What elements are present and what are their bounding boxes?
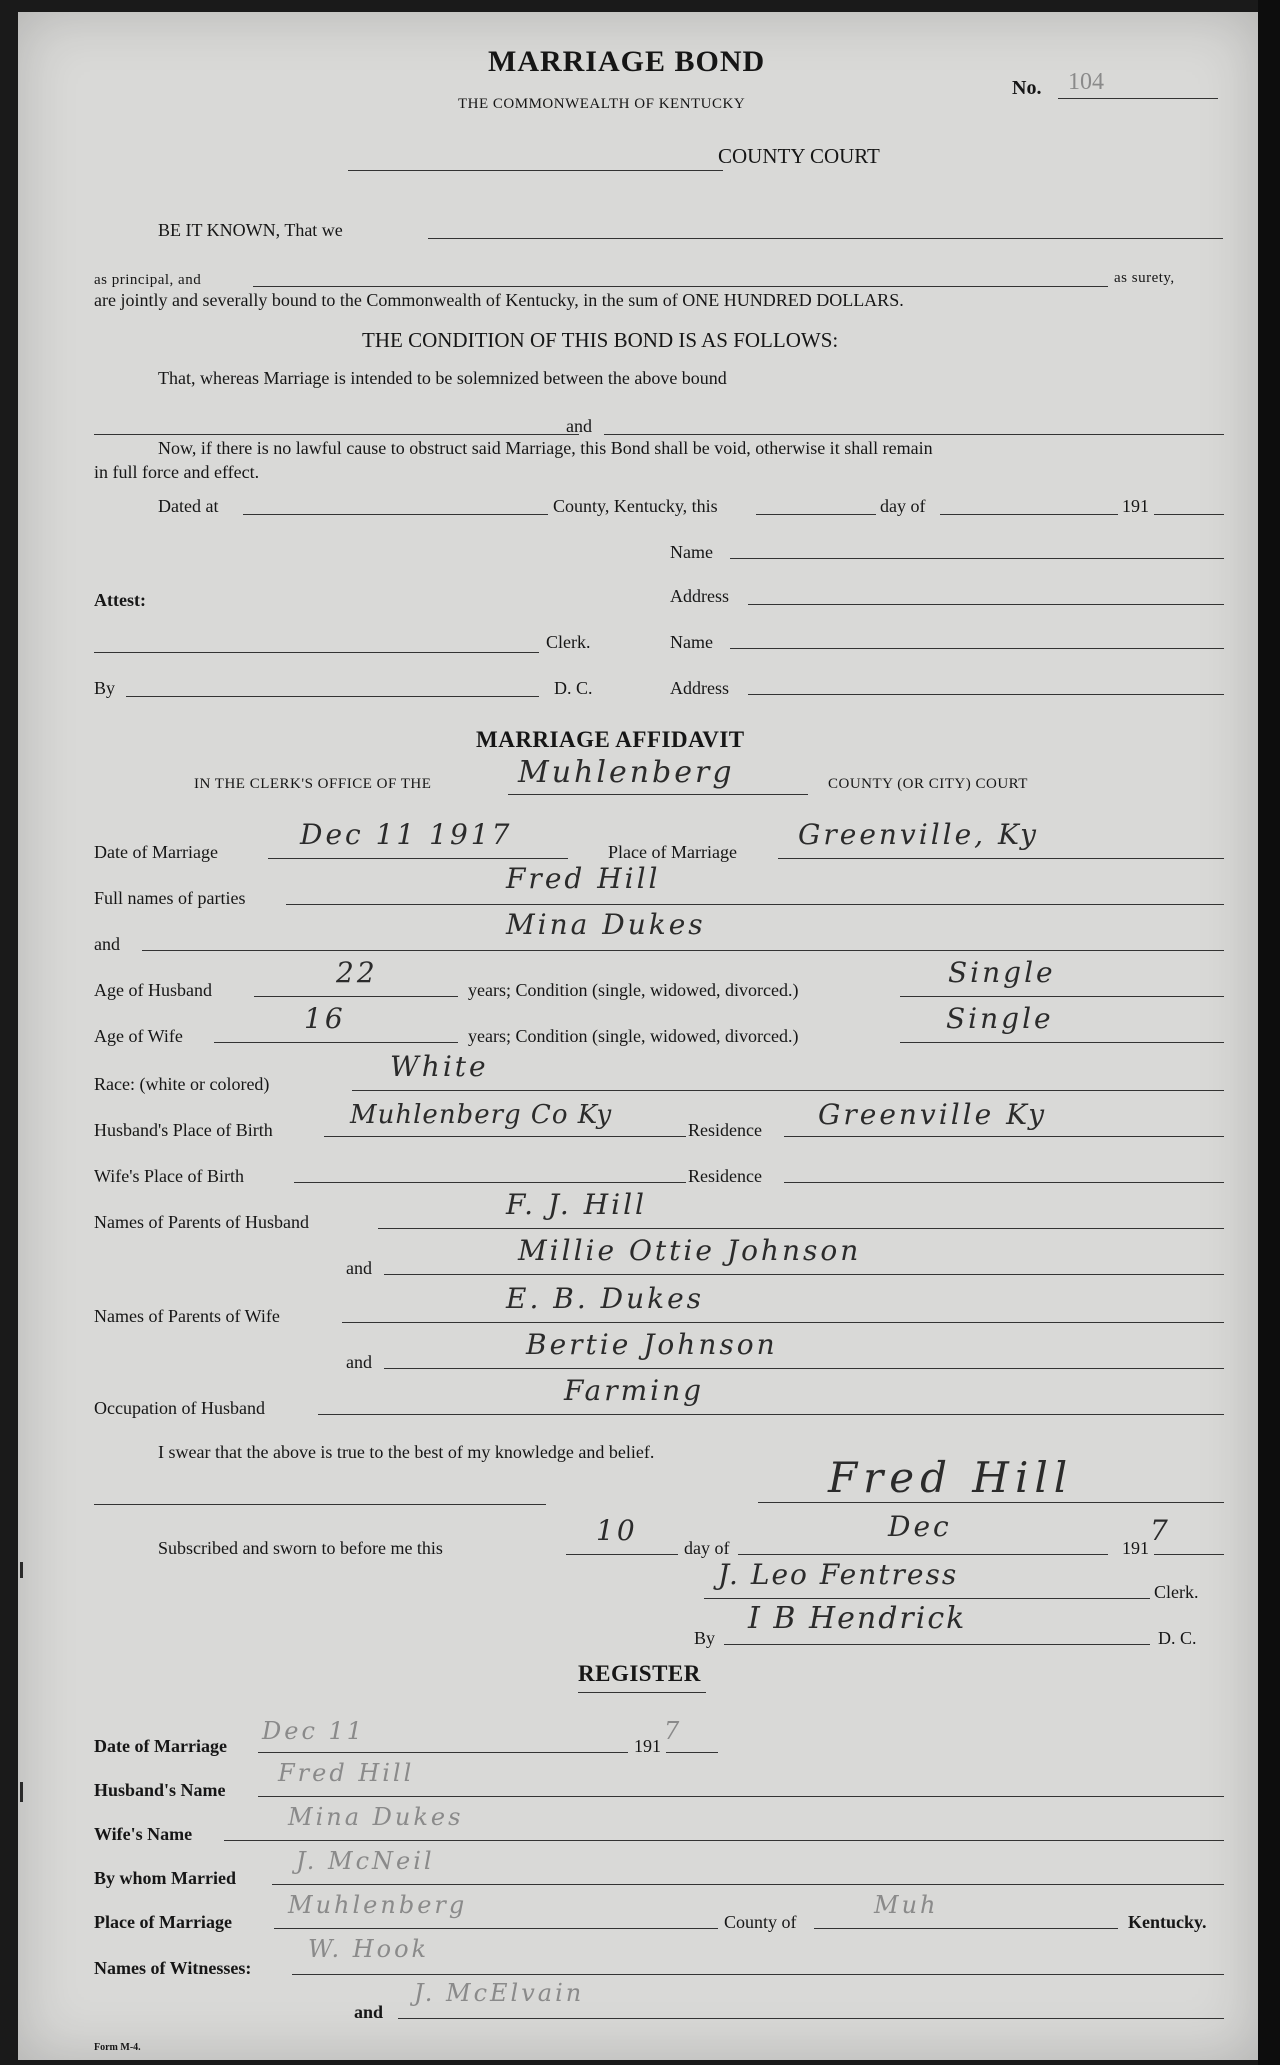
affiant-signature: Fred Hill	[828, 1453, 1074, 1502]
condition-wife-value: Single	[946, 1002, 1054, 1035]
witness-oath-line	[94, 1504, 546, 1505]
form-number: Form M-4.	[94, 2042, 141, 2053]
affidavit-dc-line	[724, 1644, 1150, 1645]
day-line	[756, 514, 876, 515]
as-surety-text: as surety,	[1114, 270, 1175, 286]
condition-husband-line	[900, 996, 1224, 997]
husband-residence-label: Residence	[688, 1120, 762, 1140]
register-place-value: Muhlenberg	[288, 1891, 468, 1919]
register-witnesses-label: Names of Witnesses:	[94, 1958, 252, 1978]
bond-subtitle: THE COMMONWEALTH OF KENTUCKY	[458, 96, 746, 112]
parents-wife-label: Names of Parents of Wife	[94, 1306, 280, 1326]
wife-residence-line	[784, 1182, 1224, 1183]
and-label: and	[94, 934, 120, 954]
surety-address-label: Address	[670, 586, 729, 606]
dc-line	[126, 696, 539, 697]
between-line-1	[94, 434, 579, 435]
jointly-bound-text: are jointly and severally bound to the Commonwealth of Kentucky, in the sum of ONE HUNDRED DOLLARS.	[94, 290, 904, 310]
mother-husband-line	[384, 1274, 1224, 1275]
marriage-bond-document	[18, 12, 1258, 2060]
county-court-label: COUNTY COURT	[718, 144, 880, 168]
sworn-year-digit: 7	[1150, 1514, 1171, 1547]
principal-address-label: Address	[670, 678, 729, 698]
occupation-label: Occupation of Husband	[94, 1398, 265, 1418]
affidavit-dc-label: D. C.	[1158, 1628, 1197, 1648]
affidavit-clerk-line	[704, 1598, 1150, 1599]
between-and-text: and	[566, 416, 592, 436]
affidavit-by-label: By	[694, 1628, 716, 1648]
register-year-prefix: 191	[634, 1736, 661, 1756]
county-name-handwritten: Muhlenberg	[518, 755, 735, 790]
register-married-by-line	[272, 1884, 1224, 1885]
bond-number-value: 104	[1068, 69, 1104, 95]
husband-birthplace-value: Muhlenberg Co Ky	[350, 1100, 613, 1130]
mother-wife-line	[384, 1368, 1224, 1369]
month-line	[940, 514, 1118, 515]
bond-number-line	[1058, 98, 1218, 99]
register-witness2-line	[398, 2018, 1224, 2019]
place-of-marriage-label: Place of Marriage	[608, 842, 737, 862]
wife-full-name-line	[142, 950, 1224, 951]
father-wife-line	[342, 1322, 1224, 1323]
surety-name-line	[730, 558, 1224, 559]
dated-at-text: Dated at	[158, 496, 219, 516]
scan-edge-shadow	[1258, 0, 1280, 2065]
county-city-court-text: COUNTY (OR CITY) COURT	[828, 776, 1028, 792]
full-force-text: in full force and effect.	[94, 462, 260, 482]
day-of-text: day of	[880, 496, 926, 516]
principal-line-1	[428, 238, 1223, 239]
age-wife-label: Age of Wife	[94, 1026, 183, 1046]
register-witness2-value: J. McElvain	[414, 1979, 585, 2007]
county-name-line	[508, 794, 808, 795]
register-title: REGISTER	[578, 1661, 701, 1686]
mother-wife-and: and	[346, 1352, 372, 1372]
date-of-marriage-line	[268, 858, 568, 859]
bond-title: MARRIAGE BOND	[488, 45, 766, 78]
register-witness1-line	[292, 1974, 1224, 1975]
husband-full-name-line	[286, 904, 1224, 905]
surety-address-line	[748, 604, 1224, 605]
sworn-month-value: Dec	[888, 1510, 952, 1543]
margin-mark	[20, 1782, 23, 1802]
husband-birthplace-label: Husband's Place of Birth	[94, 1120, 273, 1140]
sworn-day-of: day of	[684, 1538, 730, 1558]
register-date-label: Date of Marriage	[94, 1736, 227, 1756]
register-husband-label: Husband's Name	[94, 1780, 226, 1800]
lawful-cause-text: Now, if there is no lawful cause to obstruct said Marriage, this Bond shall be void, otherwise it shall remain	[158, 438, 933, 458]
father-wife-value: E. B. Dukes	[506, 1282, 705, 1315]
clerks-office-text: IN THE CLERK'S OFFICE OF THE	[194, 776, 432, 792]
husband-residence-value: Greenville Ky	[818, 1098, 1048, 1131]
register-wife-line	[224, 1840, 1224, 1841]
race-label: Race: (white or colored)	[94, 1074, 270, 1094]
register-date-value: Dec 11	[262, 1717, 366, 1745]
register-witness1-value: W. Hook	[308, 1935, 430, 1963]
oath-text: I swear that the above is true to the best of my knowledge and belief.	[158, 1442, 655, 1462]
date-of-marriage-label: Date of Marriage	[94, 842, 218, 862]
county-court-line	[348, 170, 723, 171]
age-husband-label: Age of Husband	[94, 980, 212, 1000]
condition-husband-value: Single	[948, 956, 1056, 989]
occupation-line	[318, 1414, 1224, 1415]
register-year-line	[666, 1752, 718, 1753]
county-ky-this-text: County, Kentucky, this	[553, 496, 718, 516]
principal-address-line	[748, 694, 1224, 695]
principal-name-line	[730, 648, 1224, 649]
register-county-line	[814, 1928, 1118, 1929]
date-of-marriage-value: Dec 11 1917	[300, 818, 513, 851]
mother-husband-value: Millie Ottie Johnson	[518, 1234, 862, 1267]
register-husband-line	[258, 1796, 1224, 1797]
full-names-label: Full names of parties	[94, 888, 246, 908]
year-prefix-text: 191	[1122, 496, 1149, 516]
register-date-line	[258, 1752, 628, 1753]
register-place-line	[274, 1928, 718, 1929]
wife-residence-label: Residence	[688, 1166, 762, 1186]
subscribed-text: Subscribed and sworn to before me this	[158, 1538, 443, 1558]
race-line	[352, 1090, 1224, 1091]
mother-husband-and: and	[346, 1258, 372, 1278]
wife-birthplace-line	[294, 1182, 686, 1183]
place-of-marriage-value: Greenville, Ky	[798, 818, 1039, 851]
register-kentucky-label: Kentucky.	[1128, 1912, 1207, 1932]
register-married-by-label: By whom Married	[94, 1868, 236, 1888]
register-place-label: Place of Marriage	[94, 1912, 232, 1932]
sworn-month-line	[738, 1554, 1108, 1555]
principal-name-label: Name	[670, 632, 713, 652]
be-it-known-text: BE IT KNOWN, That we	[158, 220, 343, 240]
register-wife-label: Wife's Name	[94, 1824, 193, 1844]
sworn-year-line	[1154, 1554, 1224, 1555]
sworn-day-line	[566, 1554, 678, 1555]
as-principal-text: as principal, and	[94, 272, 202, 288]
condition-heading: THE CONDITION OF THIS BOND IS AS FOLLOWS:	[362, 328, 839, 352]
condition-wife-line	[900, 1042, 1224, 1043]
husband-birthplace-line	[324, 1136, 686, 1137]
sworn-year-prefix: 191	[1122, 1538, 1149, 1558]
sworn-day-value: 10	[596, 1514, 638, 1547]
register-year-digit: 7	[664, 1717, 683, 1745]
register-witness-and: and	[354, 2002, 384, 2022]
father-husband-value: F. J. Hill	[506, 1188, 648, 1221]
by-label: By	[94, 678, 116, 698]
attest-label: Attest:	[94, 590, 146, 610]
age-wife-value: 16	[304, 1002, 346, 1035]
year-line	[1154, 514, 1224, 515]
husband-residence-line	[784, 1136, 1224, 1137]
register-county-of-label: County of	[724, 1912, 797, 1932]
father-husband-line	[378, 1228, 1224, 1229]
years-condition-husband: years; Condition (single, widowed, divorced.)	[468, 980, 799, 1000]
race-value: White	[390, 1050, 489, 1083]
deputy-clerk-signature: I B Hendrick	[748, 1601, 967, 1636]
affiant-signature-line	[758, 1502, 1224, 1503]
mother-wife-value: Bertie Johnson	[526, 1328, 778, 1361]
register-wife-value: Mina Dukes	[288, 1803, 464, 1831]
register-county-value: Muh	[874, 1891, 939, 1919]
age-husband-line	[254, 996, 458, 997]
wife-full-name: Mina Dukes	[506, 908, 706, 941]
affidavit-clerk-label: Clerk.	[1154, 1582, 1199, 1602]
register-title-underline	[578, 1692, 706, 1693]
register-husband-value: Fred Hill	[278, 1759, 415, 1787]
register-married-by-value: J. McNeil	[296, 1847, 435, 1875]
dated-at-line	[243, 514, 548, 515]
clerk-line	[94, 652, 539, 653]
bond-number-label: No.	[1012, 77, 1042, 99]
surety-name-label: Name	[670, 542, 713, 562]
surety-line	[253, 286, 1108, 287]
whereas-text: That, whereas Marriage is intended to be solemnized between the above bound	[158, 368, 727, 388]
between-line-2	[604, 434, 1224, 435]
years-condition-wife: years; Condition (single, widowed, divorced.)	[468, 1026, 799, 1046]
age-husband-value: 22	[336, 956, 378, 989]
occupation-value: Farming	[564, 1374, 705, 1407]
affidavit-title: MARRIAGE AFFIDAVIT	[476, 727, 745, 752]
clerk-label: Clerk.	[546, 632, 591, 652]
wife-birthplace-label: Wife's Place of Birth	[94, 1166, 244, 1186]
margin-mark	[20, 1562, 23, 1578]
clerk-signature: J. Leo Fentress	[718, 1558, 959, 1591]
age-wife-line	[214, 1042, 458, 1043]
place-of-marriage-line	[778, 858, 1224, 859]
husband-full-name: Fred Hill	[506, 862, 661, 895]
dc-label: D. C.	[554, 678, 593, 698]
parents-husband-label: Names of Parents of Husband	[94, 1212, 309, 1232]
